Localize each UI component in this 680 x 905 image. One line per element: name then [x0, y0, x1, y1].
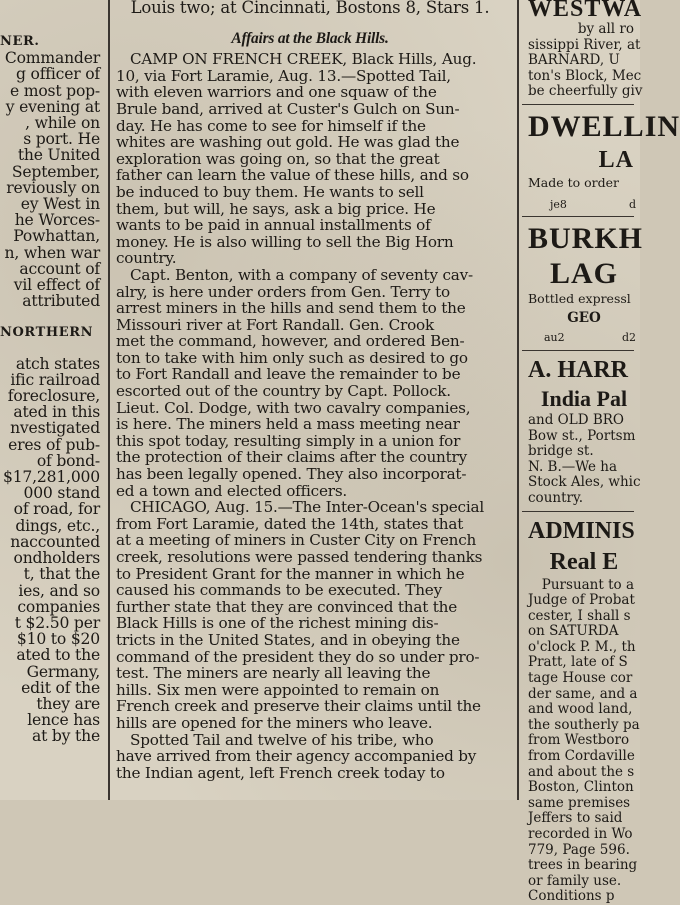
text-line: lence has [27, 711, 100, 730]
text-line: attributed [22, 292, 100, 311]
article-line: tricts in the United States, and in obeying the [116, 630, 460, 649]
middle-column [112, 0, 510, 800]
text-line: dings, etc., [15, 516, 100, 535]
article-line: Missouri river at Fort Randall. Gen. Crook [116, 315, 434, 334]
text-line: atch states [15, 354, 100, 373]
article-line: arrest miners in the hills and send them to the [116, 299, 466, 318]
text-line: s port. He [23, 130, 100, 149]
text-line: y evening at [5, 97, 100, 116]
text-line: e most pop- [9, 81, 100, 100]
ad-text-line: from Westboro [528, 732, 630, 749]
article-line: Spotted Tail and twelve of his tribe, who [130, 730, 434, 749]
ad-text-line: and wood land, [528, 701, 633, 718]
article-title: Affairs at the Black Hills. [231, 29, 389, 47]
ad-westward-text [522, 21, 643, 100]
ad-harris-text [522, 413, 640, 507]
section-head: NER. [0, 34, 40, 49]
ad-text-line: or family use. [528, 872, 622, 889]
ad-dwelling-heading: DWELLIN [528, 109, 680, 143]
text-line: , while on [25, 114, 100, 133]
article-line: ed a town and elected officers. [116, 481, 348, 500]
ad-divider [522, 511, 634, 512]
ad-text-line: Conditions p [528, 888, 615, 905]
text-line: ated in this [13, 403, 100, 422]
ad-date-row [522, 197, 640, 213]
article-line: 10, via Fort Laramie, Aug. 13.—Spotted Tail, [116, 66, 451, 85]
ad-text-line: BARNARD, U [528, 52, 620, 69]
ad-bottled-line: Bottled expressl [528, 291, 631, 307]
text-line: $10 to $20 [16, 630, 100, 649]
ad-india-pale-heading: India Pal [540, 385, 628, 411]
ad-text-line: bridge st. [528, 443, 594, 460]
column-rule-right [517, 0, 519, 800]
article-line: test. The miners are nearly all leaving the [116, 664, 431, 683]
ad-lager-heading: LAG [549, 257, 618, 291]
text-line: t, that the [23, 565, 100, 584]
ad-text-line: country. [528, 489, 584, 506]
article-line: the protection of their claims after the country [116, 448, 467, 467]
article-line: at a meeting of miners in Custer City on French [116, 531, 477, 550]
article-line: Lieut. Col. Dodge, with two cavalry companies, [116, 398, 471, 417]
ad-divider [522, 104, 634, 105]
text-line: vil effect of [13, 276, 100, 295]
article-line: exploration was going on, so that the great [116, 149, 440, 168]
ad-text-line: Boston, Clinton [528, 779, 634, 796]
ad-text-line: from Cordaville [528, 748, 635, 765]
ad-westward-heading: WESTWA [528, 0, 643, 22]
article-line: CHICAGO, Aug. 15.—The Inter-Ocean's special [130, 498, 485, 517]
article-line: wants to be paid in annual installments of [116, 216, 431, 235]
text-line: 000 stand [23, 484, 100, 503]
text-line: Powhattan, [13, 227, 100, 246]
ad-text-line: by all ro [577, 21, 634, 37]
ad-harris-heading: A. HARR [528, 356, 628, 383]
ad-text-line: der same, and a [528, 685, 638, 702]
article-line: hills are opened for the miners who leave. [116, 713, 433, 732]
text-line: of road, for [13, 500, 100, 519]
left-column [0, 0, 104, 800]
text-line: n, when war [4, 243, 100, 262]
ad-real-estate-text [522, 578, 640, 905]
article-line: with eleven warriors and one squaw of the [116, 83, 437, 102]
ad-burkhardt-heading: BURKH [528, 222, 644, 256]
article-line: met the command, however, and ordered Ben- [116, 332, 465, 351]
article-line: Capt. Benton, with a company of seventy cav- [130, 265, 473, 284]
text-line: ated to the [16, 646, 100, 665]
article-line: caused his commands to be executed. They [116, 581, 442, 600]
article-line: day. He has come to see for himself if the [116, 116, 426, 135]
article-line: further state that they are convinced that the [116, 597, 458, 616]
ad-text-line: Pursuant to a [541, 576, 634, 593]
article-line: Brule band, arrived at Custer's Gulch on Sun- [116, 99, 460, 118]
ad-date-row [522, 330, 640, 346]
ad-text-line: trees in bearing [528, 857, 638, 874]
ad-text-line: and about the s [528, 763, 635, 780]
ad-text-line: sissippi River, at [528, 36, 641, 53]
ad-administrator-heading: ADMINIS [528, 517, 635, 544]
article-line: them, but will, he says, ask a big price. He [116, 199, 436, 218]
ad-text-line: Pratt, late of S [528, 654, 628, 671]
ad-date: au2 [544, 331, 565, 345]
text-line: ies, and so [18, 581, 100, 600]
text-line: account of [19, 259, 100, 278]
article-line: whites are washing out gold. He was glad the [116, 133, 460, 152]
text-line: September, [11, 162, 100, 181]
text-line: reviously on [6, 178, 100, 197]
article-line: from Fort Laramie, dated the 14th, states that [116, 514, 464, 533]
article-line: escorted out of the country by Capt. Pollock. [116, 382, 451, 401]
ad-text-line: 779, Page 596. [528, 841, 630, 858]
ad-la-heading: LA [598, 146, 634, 173]
article-line: CAMP ON FRENCH CREEK, Black Hills, Aug. [130, 50, 477, 69]
article-line: be induced to buy them. He wants to sell [116, 182, 424, 201]
text-line: ondholders [13, 549, 100, 568]
article-line: French creek and preserve their claims until the [116, 697, 481, 716]
article-line: has been legally opened. They also incorporat- [116, 465, 467, 484]
article-line: Black Hills is one of the richest mining dis- [116, 614, 439, 633]
ad-text-line: ton's Block, Mec [528, 67, 642, 84]
ad-real-estate-heading: Real E [549, 548, 619, 575]
text-line: foreclosure, [7, 387, 100, 406]
article-line: hills. Six men were appointed to remain on [116, 680, 440, 699]
text-line: ific railroad [10, 370, 100, 389]
article-line: is here. The miners held a mass meeting near [116, 415, 460, 434]
text-line: Commander [4, 49, 100, 68]
ad-date-suffix: d2 [621, 331, 636, 345]
article-line: money. He is also willing to sell the Big Horn [116, 232, 454, 251]
text-line: companies [17, 597, 100, 616]
ad-text-line: tage House cor [528, 670, 633, 687]
text-line: eres of pub- [8, 435, 100, 454]
text-line: g officer of [16, 65, 100, 84]
ad-made-to-order: Made to order [528, 174, 620, 190]
baseball-scores-line: Louis two; at Cincinnati, Bostons 8, Stars 1. [130, 0, 490, 17]
article-line: country. [116, 249, 177, 268]
ad-geo-line: GEO [567, 309, 601, 326]
text-line: at by the [31, 727, 100, 746]
ad-divider [522, 350, 634, 351]
text-line: ey West in [20, 195, 100, 214]
text-line: edit of the [21, 678, 100, 697]
ad-text-line: Jeffers to said [528, 810, 623, 827]
article-line: the Indian agent, left French creek today to [116, 763, 445, 782]
article-line: to President Grant for the manner in which he [116, 564, 465, 583]
text-line: t $2.50 per [14, 613, 100, 632]
column-rule-left [108, 0, 110, 800]
article-line: command of the president they do so under pro- [116, 647, 480, 666]
ad-text-line: be cheerfully giv [528, 83, 643, 100]
article-body [112, 51, 510, 781]
text-line: of bond- [36, 451, 100, 470]
ad-text-line: o'clock P. M., th [528, 638, 636, 655]
ad-text-line: the southerly pa [528, 716, 640, 733]
text-line: nvestigated [10, 419, 100, 438]
ad-text-line: Bow st., Portsm [528, 427, 636, 444]
article-line: to Fort Randall and leave the remainder to be [116, 365, 461, 384]
text-line: they are [36, 694, 100, 713]
ad-text-line: and OLD BRO [528, 411, 624, 428]
text-line: naccounted [10, 532, 100, 551]
right-column [522, 0, 680, 905]
article-line: father can learn the value of these hills, and so [116, 166, 469, 185]
ad-text-line: recorded in Wo [528, 826, 633, 842]
ad-text-line: Stock Ales, whic [528, 474, 641, 491]
article-line: have arrived from their agency accompanied by [116, 747, 477, 766]
ad-text-line: Judge of Probat [528, 592, 635, 609]
ad-text-line: same premises [528, 794, 631, 811]
article-line: alry, is here under orders from Gen. Terry to [116, 282, 450, 301]
section-head: NORTHERN [0, 325, 94, 341]
ad-text-line: N. B.—We ha [528, 458, 618, 475]
article-line: this spot today, resulting simply in a union for [116, 431, 461, 450]
ad-text-line: on SATURDA [528, 623, 619, 640]
text-line: Germany, [26, 662, 100, 681]
ad-text-line: cester, I shall s [528, 607, 631, 624]
text-line: he Worces- [14, 211, 100, 230]
ad-date: je8 [550, 197, 567, 211]
ad-divider [522, 216, 634, 217]
article-line: ton to take with him only such as desired to go [116, 348, 468, 367]
text-line: $17,281,000 [2, 468, 100, 487]
ad-date-suffix: d [628, 197, 636, 211]
text-line: the United [17, 146, 100, 165]
article-line: creek, resolutions were passed tendering thanks [116, 548, 483, 566]
